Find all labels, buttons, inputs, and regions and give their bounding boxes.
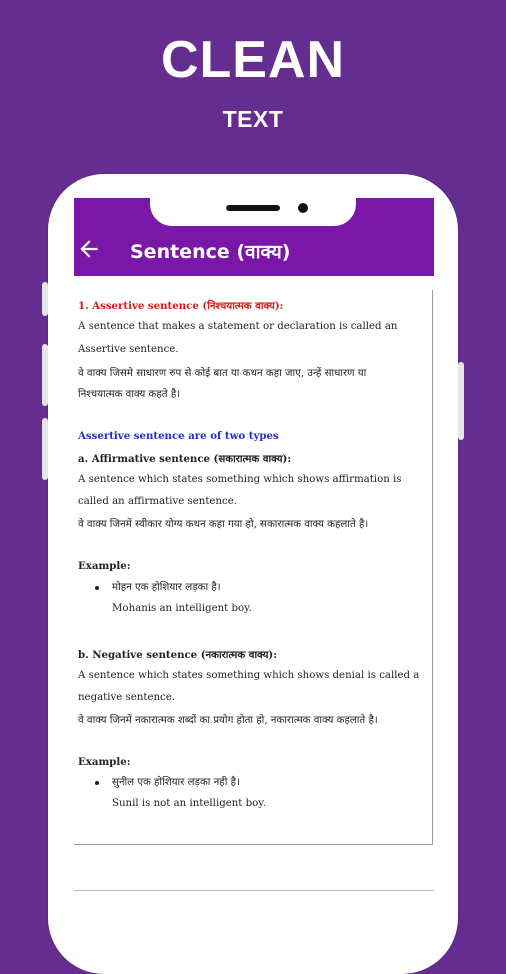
affirmative-definition-hi: वे वाक्य जिनमें स्वीकार योग्य कथन कहा गया हो, सकारात्मक वाक्य कहलाते है। [78,519,369,530]
example-label: Example: [78,756,131,768]
phone-side-button [458,362,464,440]
bullet-icon [95,586,99,590]
negative-definition-en: A sentence which states something which shows denial is called a [78,670,420,681]
speaker-grille [226,205,280,211]
arrow-left-icon-svg [76,236,102,262]
example-label: Example: [78,560,131,572]
negative-definition-en: negative sentence. [78,692,176,703]
article-content [74,290,433,845]
phone-notch [150,198,356,226]
affirmative-definition-en: A sentence which states something which shows affirmation is [78,474,402,485]
phone-side-button [42,418,48,480]
phone-side-button [42,344,48,406]
example-hindi: मोहन एक होशियार लड़का है। [112,582,221,593]
negative-definition-hi: वे वाक्य जिनमें नकारात्मक शब्दों का प्रयोग होता हो, नकारात्मक वाक्य कहलाते है। [78,715,378,726]
assertive-definition-en: Assertive sentence. [78,344,179,355]
promo-title: CLEAN [160,31,346,89]
affirmative-heading: a. Affirmative sentence (सकारात्मक वाक्य): [78,453,292,465]
example-english: Mohanis an intelligent boy. [112,603,252,614]
arrow-left-icon[interactable] [76,236,102,262]
example-english: Sunil is not an intelligent boy. [112,798,266,809]
affirmative-definition-en: called an affirmative sentence. [78,496,237,507]
example-hindi: सुनील एक होशियार लड़का नही है। [112,777,240,788]
phone-side-button [42,282,48,316]
assertive-definition-hi: निश्चयात्मक वाक्य कहते है। [78,389,181,400]
front-camera [298,203,308,213]
phone-screen [74,198,434,900]
types-heading: Assertive sentence are of two types [78,430,279,442]
assertive-definition-hi: वे वाक्य जिसमे साधारण रुप से कोई बात या कथन कहा जाए, उन्हें साधारण या [78,368,367,379]
next-card-divider [74,890,434,891]
app-bar [74,198,434,276]
assertive-definition-en: A sentence that makes a statement or declaration is called an [78,321,398,332]
assertive-heading: 1. Assertive sentence (निश्चयात्मक वाक्य): [78,300,284,312]
promo-subtitle: TEXT [222,106,284,132]
negative-heading: b. Negative sentence (नकारात्मक वाक्य): [78,649,278,661]
bullet-icon [95,781,99,785]
page-title: Sentence (वाक्य) [130,241,291,263]
